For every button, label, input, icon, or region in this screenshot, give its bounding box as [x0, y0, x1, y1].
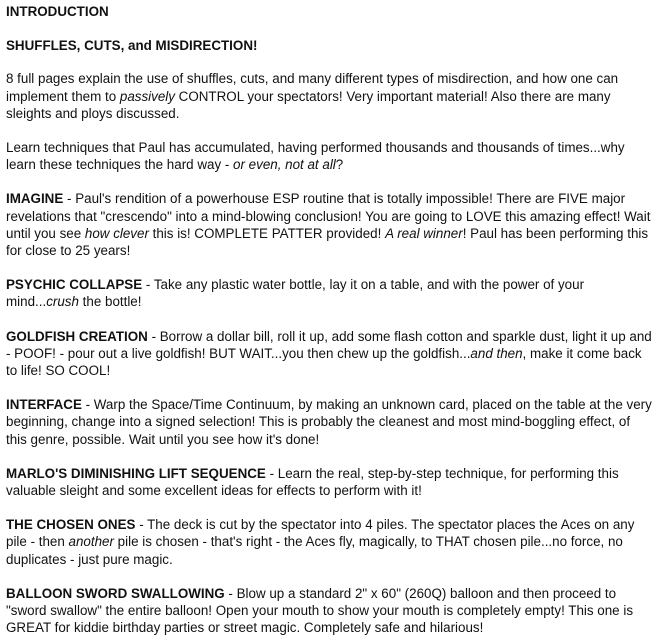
item-title: GOLDFISH CREATION: [6, 328, 148, 344]
item-title: INTERFACE: [6, 397, 82, 413]
item-title: IMAGINE: [6, 191, 64, 207]
intro-heading: INTRODUCTION: [6, 4, 109, 19]
item-title: THE CHOSEN ONES: [6, 517, 136, 533]
item-interface: INTERFACE - Warp the Space/Time Continuum, by making an unknown card, placed on the table at the very beginning, change into a signed selection! This is probably the cleanest and most mind-boggling effect, of this genre, possible. Wait until you see how it's done!: [6, 397, 652, 447]
item-goldfish-creation: GOLDFISH CREATION - Borrow a dollar bill, roll it up, add some flash cotton and sparkle dust, light it up and - POOF! - pour out a live goldfish! BUT WAIT...you then chew up the goldfish...and then, make it come back to life! SO COOL!: [6, 328, 652, 379]
shuffles-paragraph-1: 8 full pages explain the use of shuffles, cuts, and many different types of misdirection, and how one can implement them to passively CONTROL your spectators! Very important material! Also there are many sleights and ploys discussed.: [6, 71, 619, 121]
item-psychic-collapse: PSYCHIC COLLAPSE - Take any plastic water bottle, lay it on a table, and with the power of your mind...crush the bottle!: [6, 277, 585, 310]
item-chosen-ones: THE CHOSEN ONES - The deck is cut by the spectator into 4 piles. The spectator places the Aces on any pile - then another pile is chosen - that's right - the Aces fly, magically, to THAT chosen pile...no force, no duplicates - just pure magic.: [6, 517, 635, 567]
item-imagine: IMAGINE - Paul's rendition of a powerhouse ESP routine that is totally impossible! There are FIVE major revelations that "crescendo" into a mind-blowing conclusion! You are going to LOVE this amazing effect! Wait until you see how clever this is! COMPLETE PATTER provided! A real winner! Paul has been performing this for close to 25 years!: [6, 191, 651, 259]
item-title: BALLOON SWORD SWALLOWING: [6, 585, 225, 601]
item-balloon-sword-swallowing: BALLOON SWORD SWALLOWING - Blow up a standard 2" x 60" (260Q) balloon and then proceed to "sword swallow" the entire balloon! Open your mouth to show your mouth is completely empty! This one is GREAT for kiddie birthday parties or street magic. Completely safe and hilarious!: [6, 585, 634, 636]
item-marlo-lift: MARLO'S DIMINISHING LIFT SEQUENCE - Learn the real, step-by-step technique, for performing this valuable sleight and some excellent ideas for effects to perform with it!: [6, 465, 619, 499]
item-title: MARLO'S DIMINISHING LIFT SEQUENCE: [6, 465, 266, 481]
item-title: PSYCHIC COLLAPSE: [6, 277, 143, 293]
shuffles-heading: SHUFFLES, CUTS, and MISDIRECTION!: [6, 38, 258, 54]
shuffles-paragraph-2: Learn techniques that Paul has accumulated, having performed thousands and thousands of times...why learn these techniques the hard way - or even, not at all?: [6, 140, 625, 173]
